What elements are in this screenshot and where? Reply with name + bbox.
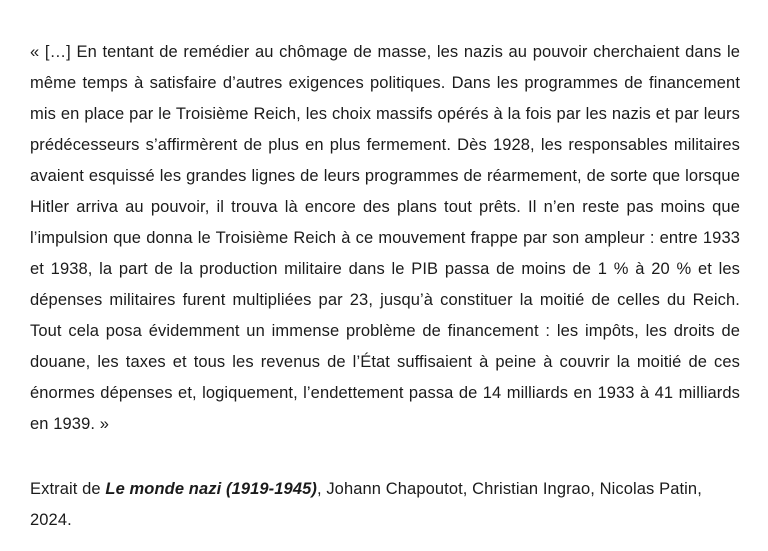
source-citation xyxy=(30,474,740,536)
source-prefix: Extrait de xyxy=(30,479,106,498)
quotation-text: « […] En tentant de remédier au chômage de masse, les nazis au pouvoir cherchaient dans le même temps à satisfaire d’autres exigences politiques. Dans les programmes de financement mis en place par le Troisième Reich, les choix massifs opérés à la fois par les nazis et par leurs prédécesseurs s’affirmèrent de plus en plus fermement. Dès 1928, les responsables militaires avaient esquissé les grandes lignes de leurs programmes de réarmement, de sorte que lorsque Hitler arriva au pouvoir, il trouva là encore des plans tout prêts. Il n’en reste pas moins que l’impulsion que donna le Troisième Reich à ce mouvement frappe par son ampleur : entre 1933 et 1938, la part de la production militaire dans le PIB passa de moins de 1 % à 20 % et les dépenses militaires furent multipliées par 23, jusqu’à constituer la moitié de celles du Reich. Tout cela posa évidemment un immense problème de financement : les impôts, les droits de douane, les taxes et tous les revenus de l’État suffisaient à peine à couvrir la moitié de ces énormes dépenses et, logiquement, l’endettement passa de 14 milliards en 1933 à 41 milliards en 1939. » xyxy=(30,42,740,433)
source-suffix: , Johann Chapoutot, Christian Ingrao, Nicolas Patin, 2024. xyxy=(30,479,702,529)
source-title: Le monde nazi (1919-1945) xyxy=(105,479,317,498)
